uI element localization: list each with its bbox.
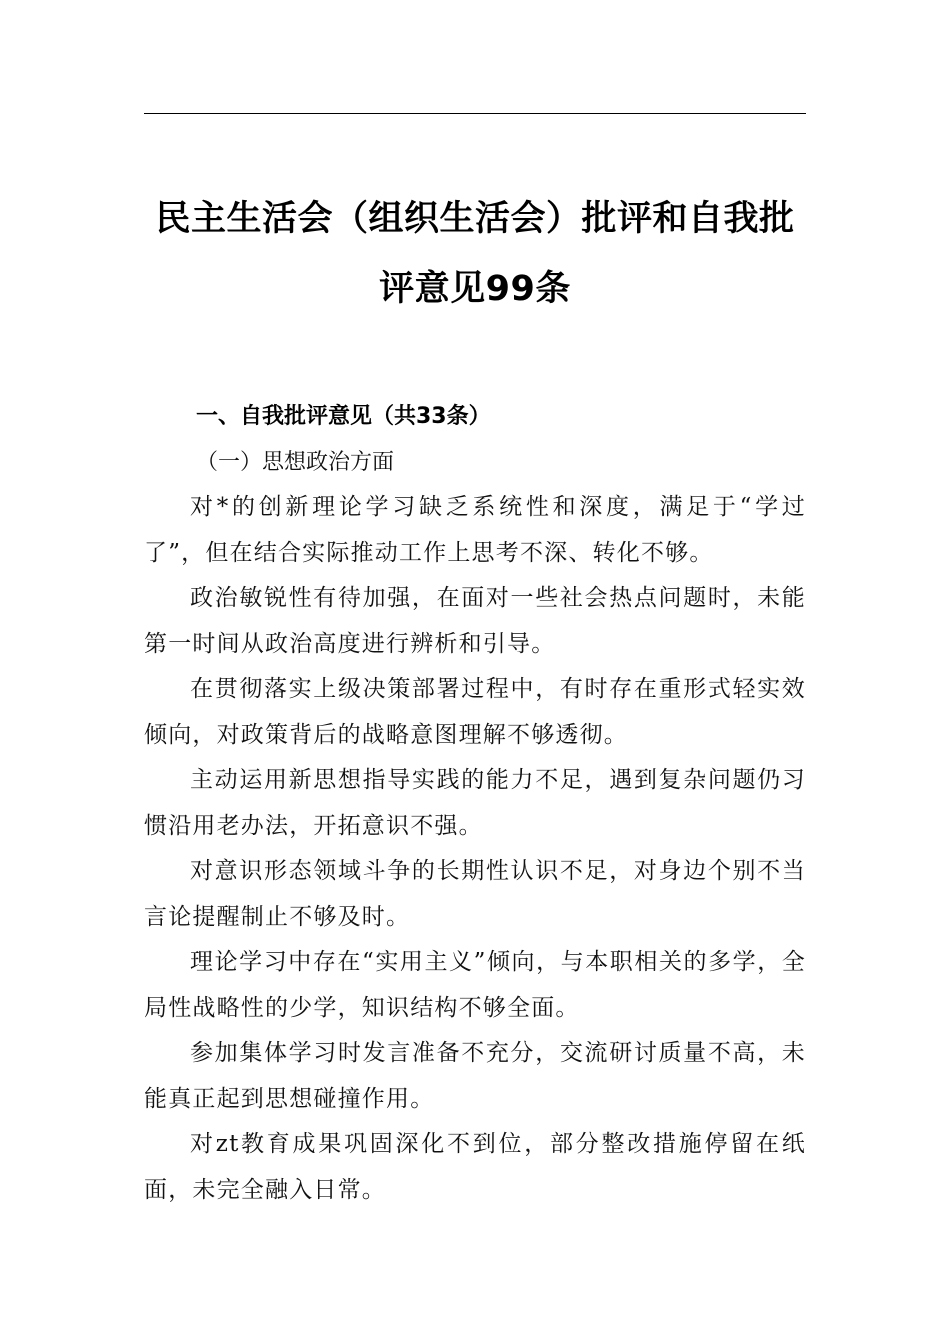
paragraph: 对*的创新理论学习缺乏系统性和深度，满足于“学过了”，但在结合实际推动工作上思考不深、转化不够。: [144, 494, 806, 566]
paragraph: 主动运用新思想指导实践的能力不足，遇到复杂问题仍习惯沿用老办法，开拓意识不强。: [144, 767, 806, 839]
paragraph: 对意识形态领域斗争的长期性认识不足，对身边个别不当言论提醒制止不够及时。: [144, 858, 806, 930]
header-rule: [144, 113, 806, 114]
title-line-1: 民主生活会（组织生活会）批评和自我批: [155, 199, 795, 239]
paragraph: 对zt教育成果巩固深化不到位，部分整改措施停留在纸面，未完全融入日常。: [144, 1131, 806, 1203]
paragraph: 在贯彻落实上级决策部署过程中，有时存在重形式轻实效倾向，对政策背后的战略意图理解不够透彻。: [144, 676, 806, 748]
section-heading: 一、自我批评意见（共33条）: [196, 404, 491, 429]
title-line-2: 评意见99条: [379, 269, 571, 309]
paragraph: 参加集体学习时发言准备不充分，交流研讨质量不高，未能真正起到思想碰撞作用。: [144, 1040, 806, 1112]
document-title: [144, 184, 806, 324]
subsection-heading: （一）思想政治方面: [196, 450, 395, 475]
paragraph: 政治敏锐性有待加强，在面对一些社会热点问题时，未能第一时间从政治高度进行辨析和引导。: [144, 585, 806, 657]
paragraph: 理论学习中存在“实用主义”倾向，与本职相关的多学，全局性战略性的少学，知识结构不够全面。: [144, 949, 806, 1021]
body-text: [144, 485, 806, 1213]
